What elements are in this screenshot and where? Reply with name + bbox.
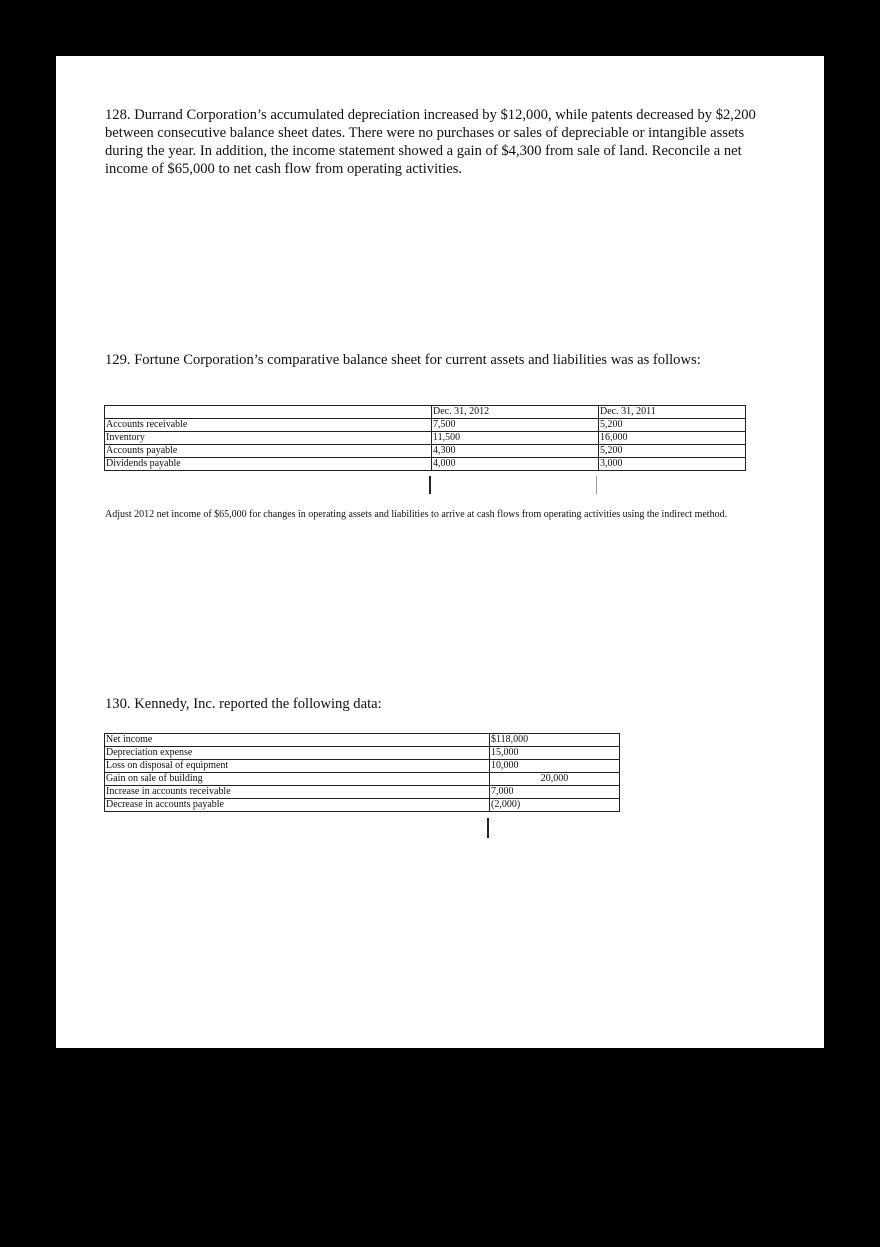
row-value: 20,000 — [490, 773, 620, 786]
header-cell — [105, 406, 432, 419]
question-130: 130. Kennedy, Inc. reported the following data: — [105, 696, 382, 712]
row-value: 10,000 — [490, 760, 620, 773]
row-label: Depreciation expense — [105, 747, 490, 760]
row-label: Gain on sale of building — [105, 773, 490, 786]
table-row — [105, 419, 746, 432]
cell-2011: 5,200 — [599, 445, 746, 458]
question-128: 128. Durrand Corporation’s accumulated depreciation increased by $12,000, while patents decreased by $2,200 between consecutive balance sheet dates. There were no purchases or sales of depreciable or intangible assets during the year. In addition, the income statement showed a gain of $4,300 from sale of land. Reconcile a net income of $65,000 to net cash flow from operating activities. — [105, 107, 756, 177]
table-row — [105, 786, 620, 799]
table-row — [105, 799, 620, 812]
cell-2011: 5,200 — [599, 419, 746, 432]
cell-2012: 7,500 — [432, 419, 599, 432]
row-label: Inventory — [105, 432, 432, 445]
header-cell: Dec. 31, 2011 — [599, 406, 746, 419]
cell-2012: 4,000 — [432, 458, 599, 471]
row-value: $118,000 — [490, 734, 620, 747]
cell-2011: 16,000 — [599, 432, 746, 445]
table-row — [105, 760, 620, 773]
column-divider — [429, 476, 431, 494]
question-129: 129. Fortune Corporation’s comparative balance sheet for current assets and liabilities was as follows: — [105, 352, 701, 368]
row-label: Net income — [105, 734, 490, 747]
column-divider — [596, 476, 597, 494]
table-row — [105, 734, 620, 747]
header-cell: Dec. 31, 2012 — [432, 406, 599, 419]
cell-2011: 3,000 — [599, 458, 746, 471]
row-label: Dividends payable — [105, 458, 432, 471]
row-label: Decrease in accounts payable — [105, 799, 490, 812]
question-129-instruction: Adjust 2012 net income of $65,000 for changes in operating assets and liabilities to arrive at cash flows from operating activities using the indirect method. — [105, 509, 728, 520]
table-header-row — [105, 406, 746, 419]
row-label: Accounts receivable — [105, 419, 432, 432]
cell-2012: 4,300 — [432, 445, 599, 458]
balance-sheet-table — [104, 405, 746, 471]
document-page — [56, 56, 824, 1048]
table-row — [105, 458, 746, 471]
table-row — [105, 432, 746, 445]
column-divider — [487, 818, 489, 838]
row-value: (2,000) — [490, 799, 620, 812]
row-value: 7,000 — [490, 786, 620, 799]
table-row — [105, 747, 620, 760]
row-value: 15,000 — [490, 747, 620, 760]
table-row — [105, 445, 746, 458]
row-label: Accounts payable — [105, 445, 432, 458]
row-label: Loss on disposal of equipment — [105, 760, 490, 773]
row-label: Increase in accounts receivable — [105, 786, 490, 799]
table-row — [105, 773, 620, 786]
kennedy-data-table — [104, 733, 620, 812]
cell-2012: 11,500 — [432, 432, 599, 445]
